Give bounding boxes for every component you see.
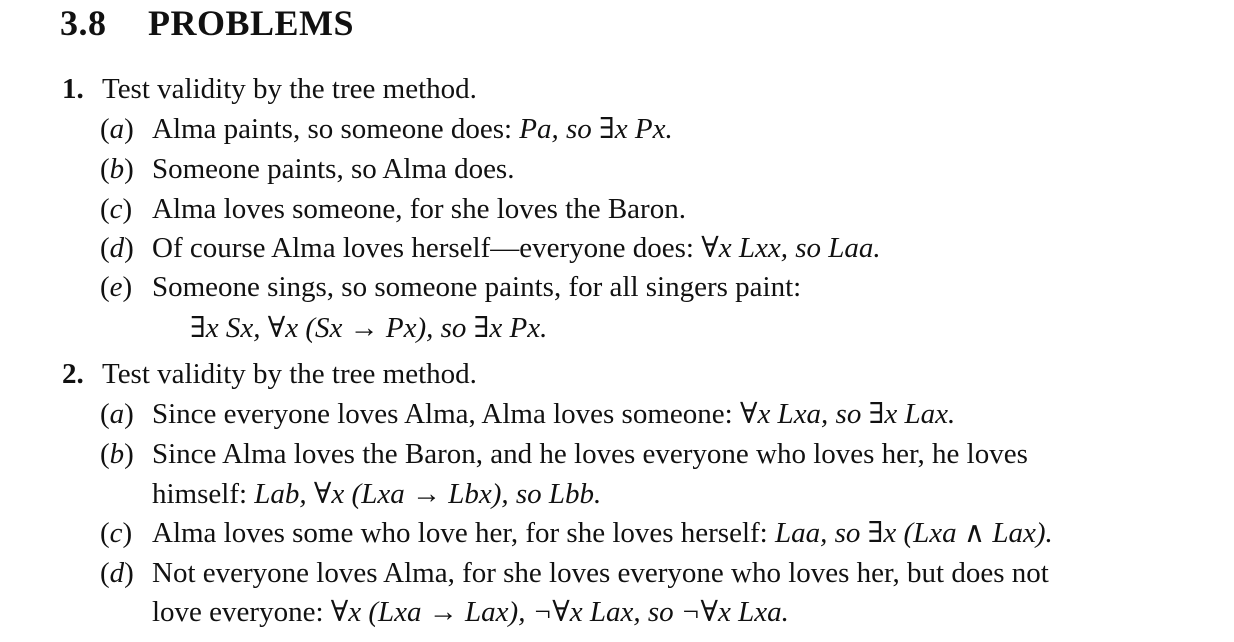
item-formula: ∀x Lxx, so Laa.: [701, 232, 881, 264]
item-formula: ∀x (Lxa → Lax), ¬∀x Lax, so ¬∀x Lxa.: [330, 596, 789, 628]
problem-1b: [100, 155, 514, 184]
item-text: Someone sings, so someone paints, for all singers paint:: [152, 271, 802, 303]
problem-2d-continued: [152, 598, 789, 627]
item-text: Alma loves someone, for she loves the Baron.: [152, 193, 686, 225]
problem-1a: [100, 115, 673, 144]
problem-2a: [100, 400, 955, 429]
problem-instruction: Test validity by the tree method.: [102, 73, 477, 105]
problem-instruction: Test validity by the tree method.: [102, 358, 477, 390]
item-label: (e): [100, 271, 133, 303]
section-heading: [60, 2, 354, 44]
item-label: (b): [100, 438, 134, 470]
problem-1e: [100, 273, 801, 302]
problem-1d: [100, 234, 881, 263]
item-formula: Laa, so ∃x (Lxa ∧ Lax).: [775, 517, 1053, 549]
item-text: Of course Alma loves herself—everyone does:: [152, 232, 702, 264]
problem-number: 2.: [62, 358, 84, 390]
problem-2d: [100, 559, 1049, 588]
item-text: Alma loves some who love her, for she loves herself:: [152, 517, 775, 549]
item-text: Not everyone loves Alma, for she loves everyone who loves her, but does not: [152, 557, 1049, 589]
problem-2b: [100, 440, 1028, 469]
problem-2b-continued: [152, 480, 601, 509]
item-label: (a): [100, 398, 134, 430]
problem-2c: [100, 519, 1053, 548]
item-text: Since Alma loves the Baron, and he loves everyone who loves her, he loves: [152, 438, 1028, 470]
item-label: (c): [100, 517, 133, 549]
item-label: (a): [100, 113, 134, 145]
item-text: love everyone:: [152, 596, 331, 628]
item-text: himself:: [152, 478, 255, 510]
problem-1e-formula: [190, 314, 547, 343]
item-formula: ∀x Lxa, so ∃x Lax.: [739, 398, 956, 430]
item-formula: Lab, ∀x (Lxa → Lbx), so Lbb.: [254, 478, 602, 510]
item-label: (d): [100, 557, 134, 589]
problem-1c: [100, 195, 686, 224]
section-title: PROBLEMS: [148, 3, 355, 43]
item-label: (d): [100, 232, 134, 264]
item-text: Someone paints, so Alma does.: [152, 153, 515, 185]
item-text: Since everyone loves Alma, Alma loves someone:: [152, 398, 740, 430]
item-label: (b): [100, 153, 134, 185]
problem-2-heading: [62, 360, 477, 389]
problem-1-heading: [62, 75, 477, 104]
problem-number: 1.: [62, 73, 84, 105]
item-formula: ∃x Sx, ∀x (Sx → Px), so ∃x Px.: [190, 312, 548, 344]
item-text: Alma paints, so someone does:: [152, 113, 520, 145]
item-label: (c): [100, 193, 133, 225]
item-formula: Pa, so ∃x Px.: [519, 113, 673, 145]
section-number: 3.8: [60, 3, 107, 43]
